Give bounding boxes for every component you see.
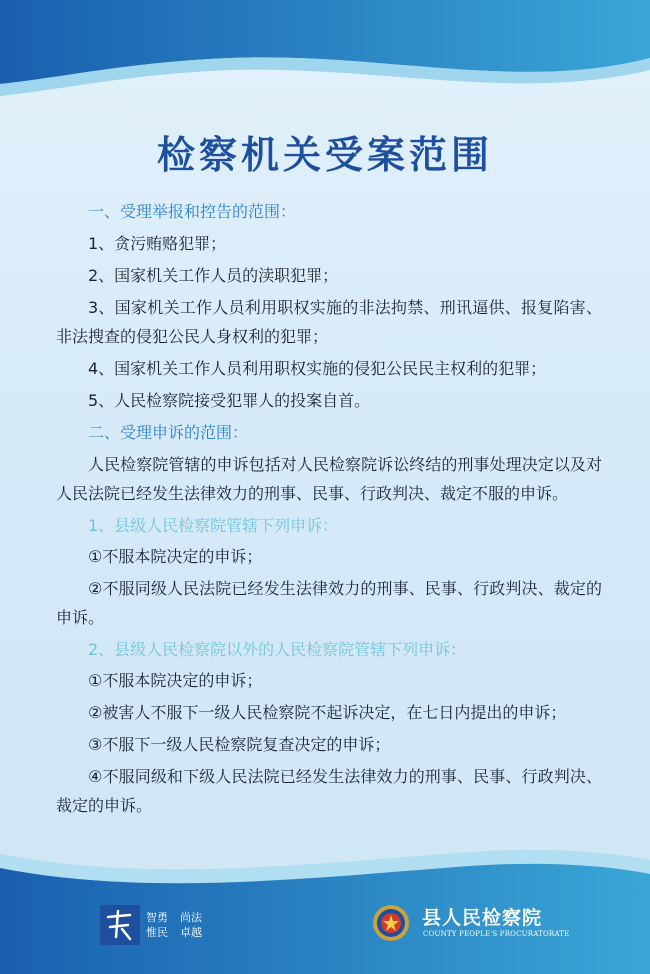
subsection-2-item: ①不服本院决定的申诉； — [88, 671, 263, 690]
poster-title: 检察机关受案范围 — [156, 133, 493, 177]
top-wave-decoration — [0, 0, 650, 110]
section-1-item: 2、国家机关工作人员的渎职犯罪； — [88, 266, 339, 285]
slogan-text: 惟民 — [146, 926, 168, 939]
slogan-text: 智勇 — [146, 911, 168, 924]
section-1-item: 4、国家机关工作人员利用职权实施的侵犯公民民主权利的犯罪； — [88, 359, 547, 378]
content-body — [56, 197, 602, 823]
subsection-1-item: ①不服本院决定的申诉； — [88, 547, 263, 566]
organization-name: 县人民检察院 — [422, 907, 543, 929]
organization-name-english: COUNTY PEOPLE'S PROCURATORATE — [423, 930, 570, 938]
section-1-heading: 一、受理举报和控告的范围： — [88, 202, 297, 221]
footer-slogan-block — [100, 905, 260, 945]
subsection-2-item: ②被害人不服下一级人民检察院不起诉决定，在七日内提出的申诉； — [88, 703, 567, 722]
calligraphy-logo-icon — [100, 905, 140, 945]
slogan-column-2 — [180, 910, 210, 940]
subsection-1-item: ②不服同级人民法院已经发生法律效力的刑事、民事、行政判决、裁定的申诉。 — [56, 579, 602, 627]
section-1-item: 5、人民检察院接受犯罪人的投案自首。 — [88, 391, 371, 410]
section-2-heading: 二、受理申诉的范围： — [88, 423, 249, 442]
procuratorate-emblem-icon — [372, 904, 410, 942]
slogan-text: 卓越 — [180, 926, 202, 939]
section-1-item: 1、贪污贿赂犯罪； — [88, 234, 227, 253]
organization-logo-block — [372, 898, 592, 948]
section-2-intro: 人民检察院管辖的申诉包括对人民检察院诉讼终结的刑事处理决定以及对人民法院已经发生法律效力的刑事、民事、行政判决、裁定不服的申诉。 — [56, 455, 602, 503]
slogan-column-1 — [146, 910, 176, 940]
section-1-item: 3、国家机关工作人员利用职权实施的非法拘禁、刑讯逼供、报复陷害、非法搜查的侵犯公民人身权利的犯罪； — [56, 298, 602, 346]
subsection-2-item: ③不服下一级人民检察院复查决定的申诉； — [88, 735, 391, 754]
subsection-2-heading: 2、县级人民检察院以外的人民检察院管辖下列申诉： — [88, 640, 467, 659]
slogan-text: 尚法 — [180, 911, 202, 924]
subsection-1-heading: 1、县级人民检察院管辖下列申诉： — [88, 516, 339, 535]
subsection-2-item: ④不服同级和下级人民法院已经发生法律效力的刑事、民事、行政判决、裁定的申诉。 — [56, 767, 602, 815]
